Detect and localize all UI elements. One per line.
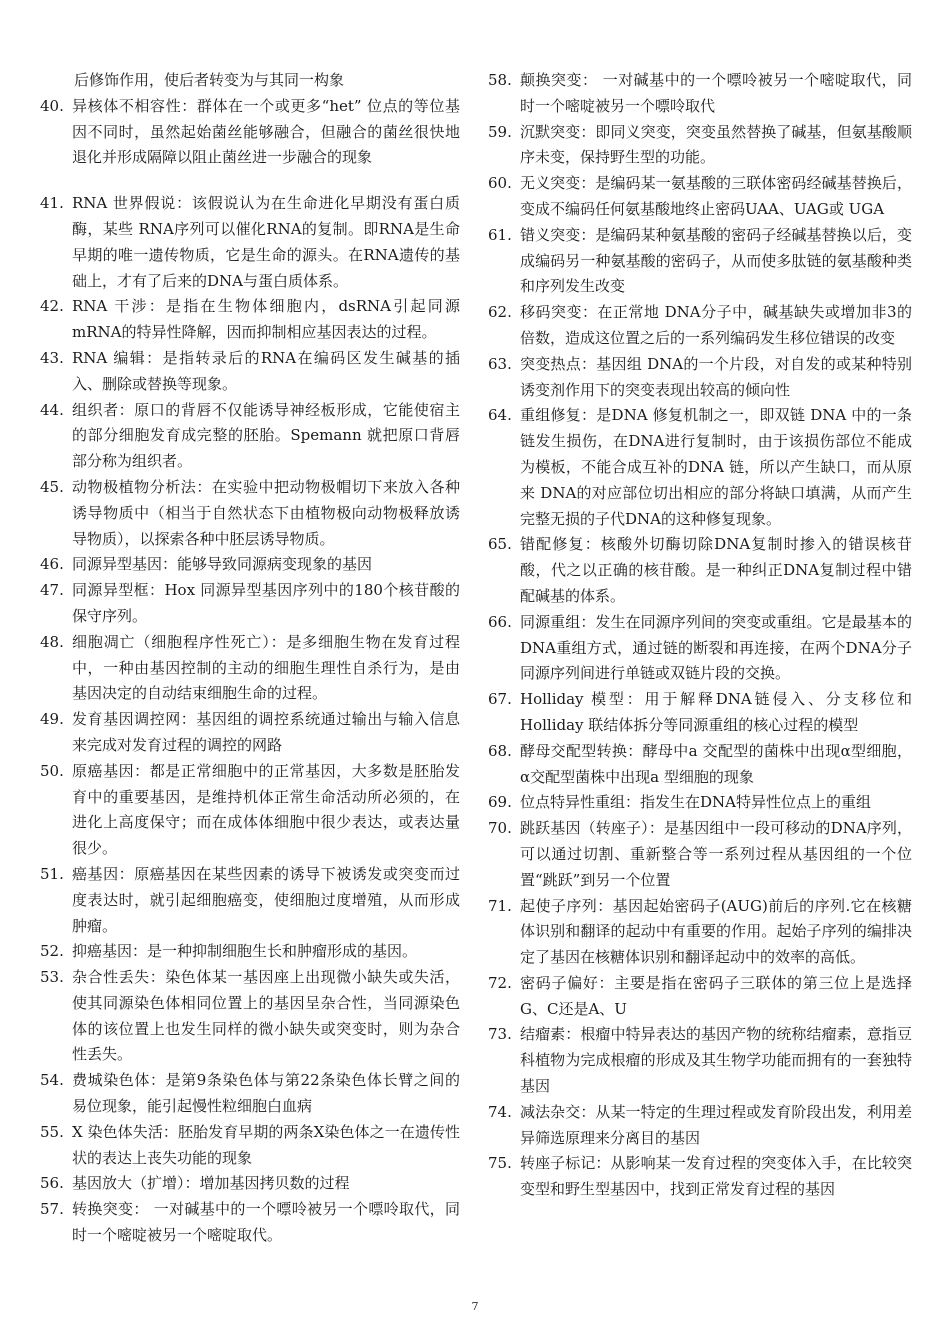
entry-text: 异核体不相容性：群体在一个或更多“het” 位点的等位基因不同时，虽然起始菌丝能够融合，但融合的菌丝很快地退化并形成隔障以阻止菌丝进一步融合的现象 (72, 96, 460, 167)
entry-number: 71. (488, 896, 512, 915)
entry-number: 60. (488, 174, 512, 193)
entry-number: 52. (40, 942, 64, 961)
entry-text: 杂合性丢失：染色体某一基因座上出现微小缺失或失活，使其同源染色体相同位置上的基因呈杂合性，当同源染色体的该位置上也发生同样的微小缺失或突变时，则为杂合性丢失。 (72, 968, 460, 1064)
entry-number: 40. (40, 96, 64, 115)
entry-number: 51. (40, 864, 64, 883)
entry-number: 53. (40, 968, 64, 987)
entry-number: 54. (40, 1071, 64, 1090)
entry-text: 转换突变： 一对碱基中的一个嘌呤被另一个嘌呤取代，同时一个嘧啶被另一个嘧啶取代。 (72, 1200, 460, 1245)
entry-text: 动物极植物分析法：在实验中把动物极帽切下来放入各种诱导物质中（相当于自然状态下由植物极向动物极释放诱导物质），以探索各种中胚层诱导物质。 (72, 477, 460, 548)
entry-text: 抑癌基因：是一种抑制细胞生长和肿瘤形成的基因。 (72, 942, 418, 961)
definition-entry (488, 403, 912, 532)
definition-entry (488, 300, 912, 352)
definition-entry (40, 1171, 460, 1197)
definition-entry (40, 68, 460, 94)
entry-text: 同源异型基因：能够导致同源病变现象的基因 (72, 555, 373, 574)
entry-text: RNA 干涉：是指在生物体细胞内，dsRNA引起同源mRNA的特异性降解，因而抑制相应基因表达的过程。 (72, 297, 460, 342)
entry-text: 密码子偏好：主要是指在密码子三联体的第三位上是选择G、C还是A、U (520, 973, 912, 1018)
entry-number: 44. (40, 400, 64, 419)
definition-entry (40, 191, 460, 294)
entry-number: 45. (40, 477, 64, 496)
entry-number: 49. (40, 710, 64, 729)
definition-entry (488, 120, 912, 172)
definition-entry (40, 552, 460, 578)
entry-text: 发育基因调控网：基因组的调控系统通过输出与输入信息来完成对发育过程的调控的网路 (72, 710, 460, 754)
entry-text: 突变热点：基因组 DNA的一个片段，对自发的或某种特别诱变剂作用下的突变表现出较高的倾向性 (520, 354, 912, 399)
definition-entry (40, 578, 460, 630)
definition-entry (488, 68, 912, 120)
page-number: 7 (471, 1300, 479, 1313)
definition-entry (488, 739, 912, 791)
entry-text: 错配修复：核酸外切酶切除DNA复制时掺入的错误核苷酸，代之以正确的核苷酸。是一种纠正DNA复制过程中错配碱基的体系。 (520, 535, 912, 605)
entry-text: RNA 世界假说：该假说认为在生命进化早期没有蛋白质酶，某些 RNA序列可以催化RNA的复制。即RNA是生命早期的唯一遗传物质，它是生命的源头。在RNA遗传的基础上，才有了后来的DNA与蛋白质体系。 (72, 194, 460, 290)
entry-number: 41. (40, 194, 64, 213)
entry-number: 65. (488, 535, 512, 554)
entry-text: 跳跃基因（转座子）：是基因组中一段可移动的DNA序列，可以通过切割、重新整合等一系列过程从基因组的一个位置“跳跃”到另一个位置 (520, 819, 912, 889)
entry-number: 46. (40, 555, 64, 574)
entry-number: 43. (40, 348, 64, 367)
definition-entry (488, 1151, 912, 1203)
entry-text: 位点特异性重组：指发生在DNA特异性位点上的重组 (520, 793, 871, 812)
definition-entry (40, 707, 460, 759)
entry-number: 70. (488, 819, 512, 838)
entry-number: 42. (40, 297, 64, 316)
definition-entry (488, 223, 912, 300)
entry-text: 酵母交配型转换：酵母中a 交配型的菌株中出现α型细胞，α交配型菌株中出现a 型细胞的现象 (520, 741, 912, 786)
definition-entry (40, 759, 460, 862)
entry-text: 基因放大（扩增）：增加基因拷贝数的过程 (72, 1174, 350, 1193)
right-column (488, 68, 912, 1203)
definition-entry (40, 1068, 460, 1120)
entry-text: 同源重组：发生在同源序列间的突变或重组。它是最基本的 DNA重组方式，通过链的断裂和再连接，在两个DNA分子同源序列间进行单链或双链片段的交换。 (520, 612, 912, 683)
definition-entry (40, 1197, 460, 1249)
definition-entry (488, 971, 912, 1023)
entry-number: 66. (488, 612, 512, 631)
entry-number: 68. (488, 741, 512, 760)
definition-entry (40, 94, 460, 171)
entry-number: 72. (488, 973, 512, 992)
entry-text: 颠换突变： 一对碱基中的一个嘌呤被另一个嘧啶取代，同时一个嘧啶被另一个嘌呤取代 (520, 71, 912, 115)
entry-number: 64. (488, 406, 512, 425)
entry-text: 细胞凋亡（细胞程序性死亡）：是多细胞生物在发育过程中，一种由基因控制的主动的细胞生理性自杀行为，是由基因决定的自动结束细胞生命的过程。 (72, 632, 460, 703)
entry-text: 无义突变：是编码某一氨基酸的三联体密码经碱基替换后，变成不编码任何氨基酸地终止密码UAA、UAG或 UGA (520, 174, 912, 218)
definition-entry (40, 862, 460, 939)
entry-number: 48. (40, 632, 64, 651)
entry-text: Holliday 模型：用于解释DNA链侵入、分支移位和Holliday 联结体拆分等同源重组的核心过程的模型 (520, 690, 912, 734)
entry-number: 75. (488, 1154, 512, 1173)
entry-number: 73. (488, 1025, 512, 1044)
entry-number: 69. (488, 793, 512, 812)
entry-number: 56. (40, 1174, 64, 1193)
left-column (40, 68, 460, 1249)
definition-entry (488, 687, 912, 739)
entry-text: 同源异型框：Hox 同源异型基因序列中的180个核苷酸的保守序列。 (72, 581, 460, 625)
definition-entry (488, 610, 912, 687)
definition-entry (40, 965, 460, 1068)
entry-text: 沉默突变：即同义突变，突变虽然替换了碱基，但氨基酸顺序未变，保持野生型的功能。 (520, 122, 912, 167)
entry-text: 结瘤素：根瘤中特异表达的基因产物的统称结瘤素，意指豆科植物为完成根瘤的形成及其生物学功能而拥有的一套独特基因 (520, 1025, 912, 1096)
entry-number: 62. (488, 303, 512, 322)
entry-number: 63. (488, 354, 512, 373)
definition-entry (488, 1100, 912, 1152)
entry-text: 转座子标记：从影响某一发育过程的突变体入手，在比较突变型和野生型基因中，找到正常发育过程的基因 (520, 1154, 912, 1199)
entry-number: 55. (40, 1122, 64, 1141)
definition-entry (488, 790, 912, 816)
entry-number: 59. (488, 122, 512, 141)
entry-text: 重组修复：是DNA 修复机制之一，即双链 DNA 中的一条链发生损伤，在DNA进行复制时，由于该损伤部位不能成为模板，不能合成互补的DNA 链，所以产生缺口，而从原来 DNA的对应部位切出相应的部分将缺口填满，从而产生完整无损的子代DNA的这种修复现象。 (520, 406, 912, 528)
definition-entry (488, 171, 912, 223)
definition-entry (40, 630, 460, 707)
entry-text: 起使子序列：基因起始密码子(AUG)前后的序列.它在核糖体识别和翻译的起动中有重要的作用。起始子序列的编排决定了基因在核糖体识别和翻译起动中的效率的高低。 (520, 896, 912, 967)
definition-entry (40, 1120, 460, 1172)
definition-entry (40, 939, 460, 965)
definition-entry (488, 816, 912, 893)
entry-text: 癌基因：原癌基因在某些因素的诱导下被诱发或突变而过度表达时，就引起细胞癌变，使细胞过度增殖，从而形成肿瘤。 (72, 864, 460, 935)
entry-number: 74. (488, 1102, 512, 1121)
definition-entry (488, 1022, 912, 1099)
entry-number: 67. (488, 690, 512, 709)
definition-entry (40, 294, 460, 346)
definition-entry (40, 346, 460, 398)
entry-number: 50. (40, 761, 64, 780)
definition-entry (40, 398, 460, 475)
entry-text: 原癌基因：都是正常细胞中的正常基因，大多数是胚胎发育中的重要基因，是维持机体正常生命活动所必须的，在进化上高度保守；而在成体体细胞中很少表达，或表达量很少。 (72, 761, 460, 858)
definition-entry (488, 352, 912, 404)
entry-text: X 染色体失活：胚胎发育早期的两条X染色体之一在遗传性状的表达上丧失功能的现象 (72, 1122, 460, 1167)
entry-text: 减法杂交：从某一特定的生理过程或发育阶段出发，利用差异筛选原理来分离目的基因 (520, 1102, 912, 1147)
entry-number: 47. (40, 581, 64, 600)
entry-number: 61. (488, 225, 512, 244)
definition-entry (488, 532, 912, 609)
entry-text: RNA 编辑：是指转录后的RNA在编码区发生碱基的插入、删除或替换等现象。 (72, 348, 460, 393)
entry-text: 移码突变：在正常地 DNA分子中，碱基缺失或增加非3的倍数，造成这位置之后的一系列编码发生移位错误的改变 (520, 303, 912, 347)
definition-entry (488, 894, 912, 971)
entry-number: 57. (40, 1200, 64, 1219)
definition-entry (40, 475, 460, 552)
entry-text: 费城染色体：是第9条染色体与第22条染色体长臂之间的易位现象，能引起慢性粒细胞白血病 (72, 1071, 460, 1116)
entry-text: 组织者：原口的背唇不仅能诱导神经板形成，它能使宿主的部分细胞发育成完整的胚胎。Spemann 就把原口背唇部分称为组织者。 (72, 400, 460, 471)
entry-number: 58. (488, 71, 512, 89)
entry-text: 错义突变：是编码某种氨基酸的密码子经碱基替换以后，变成编码另一种氨基酸的密码子，从而使多肽链的氨基酸种类和序列发生改变 (520, 225, 912, 296)
entry-text: 后修饰作用，使后者转变为与其同一构象 (74, 71, 345, 89)
